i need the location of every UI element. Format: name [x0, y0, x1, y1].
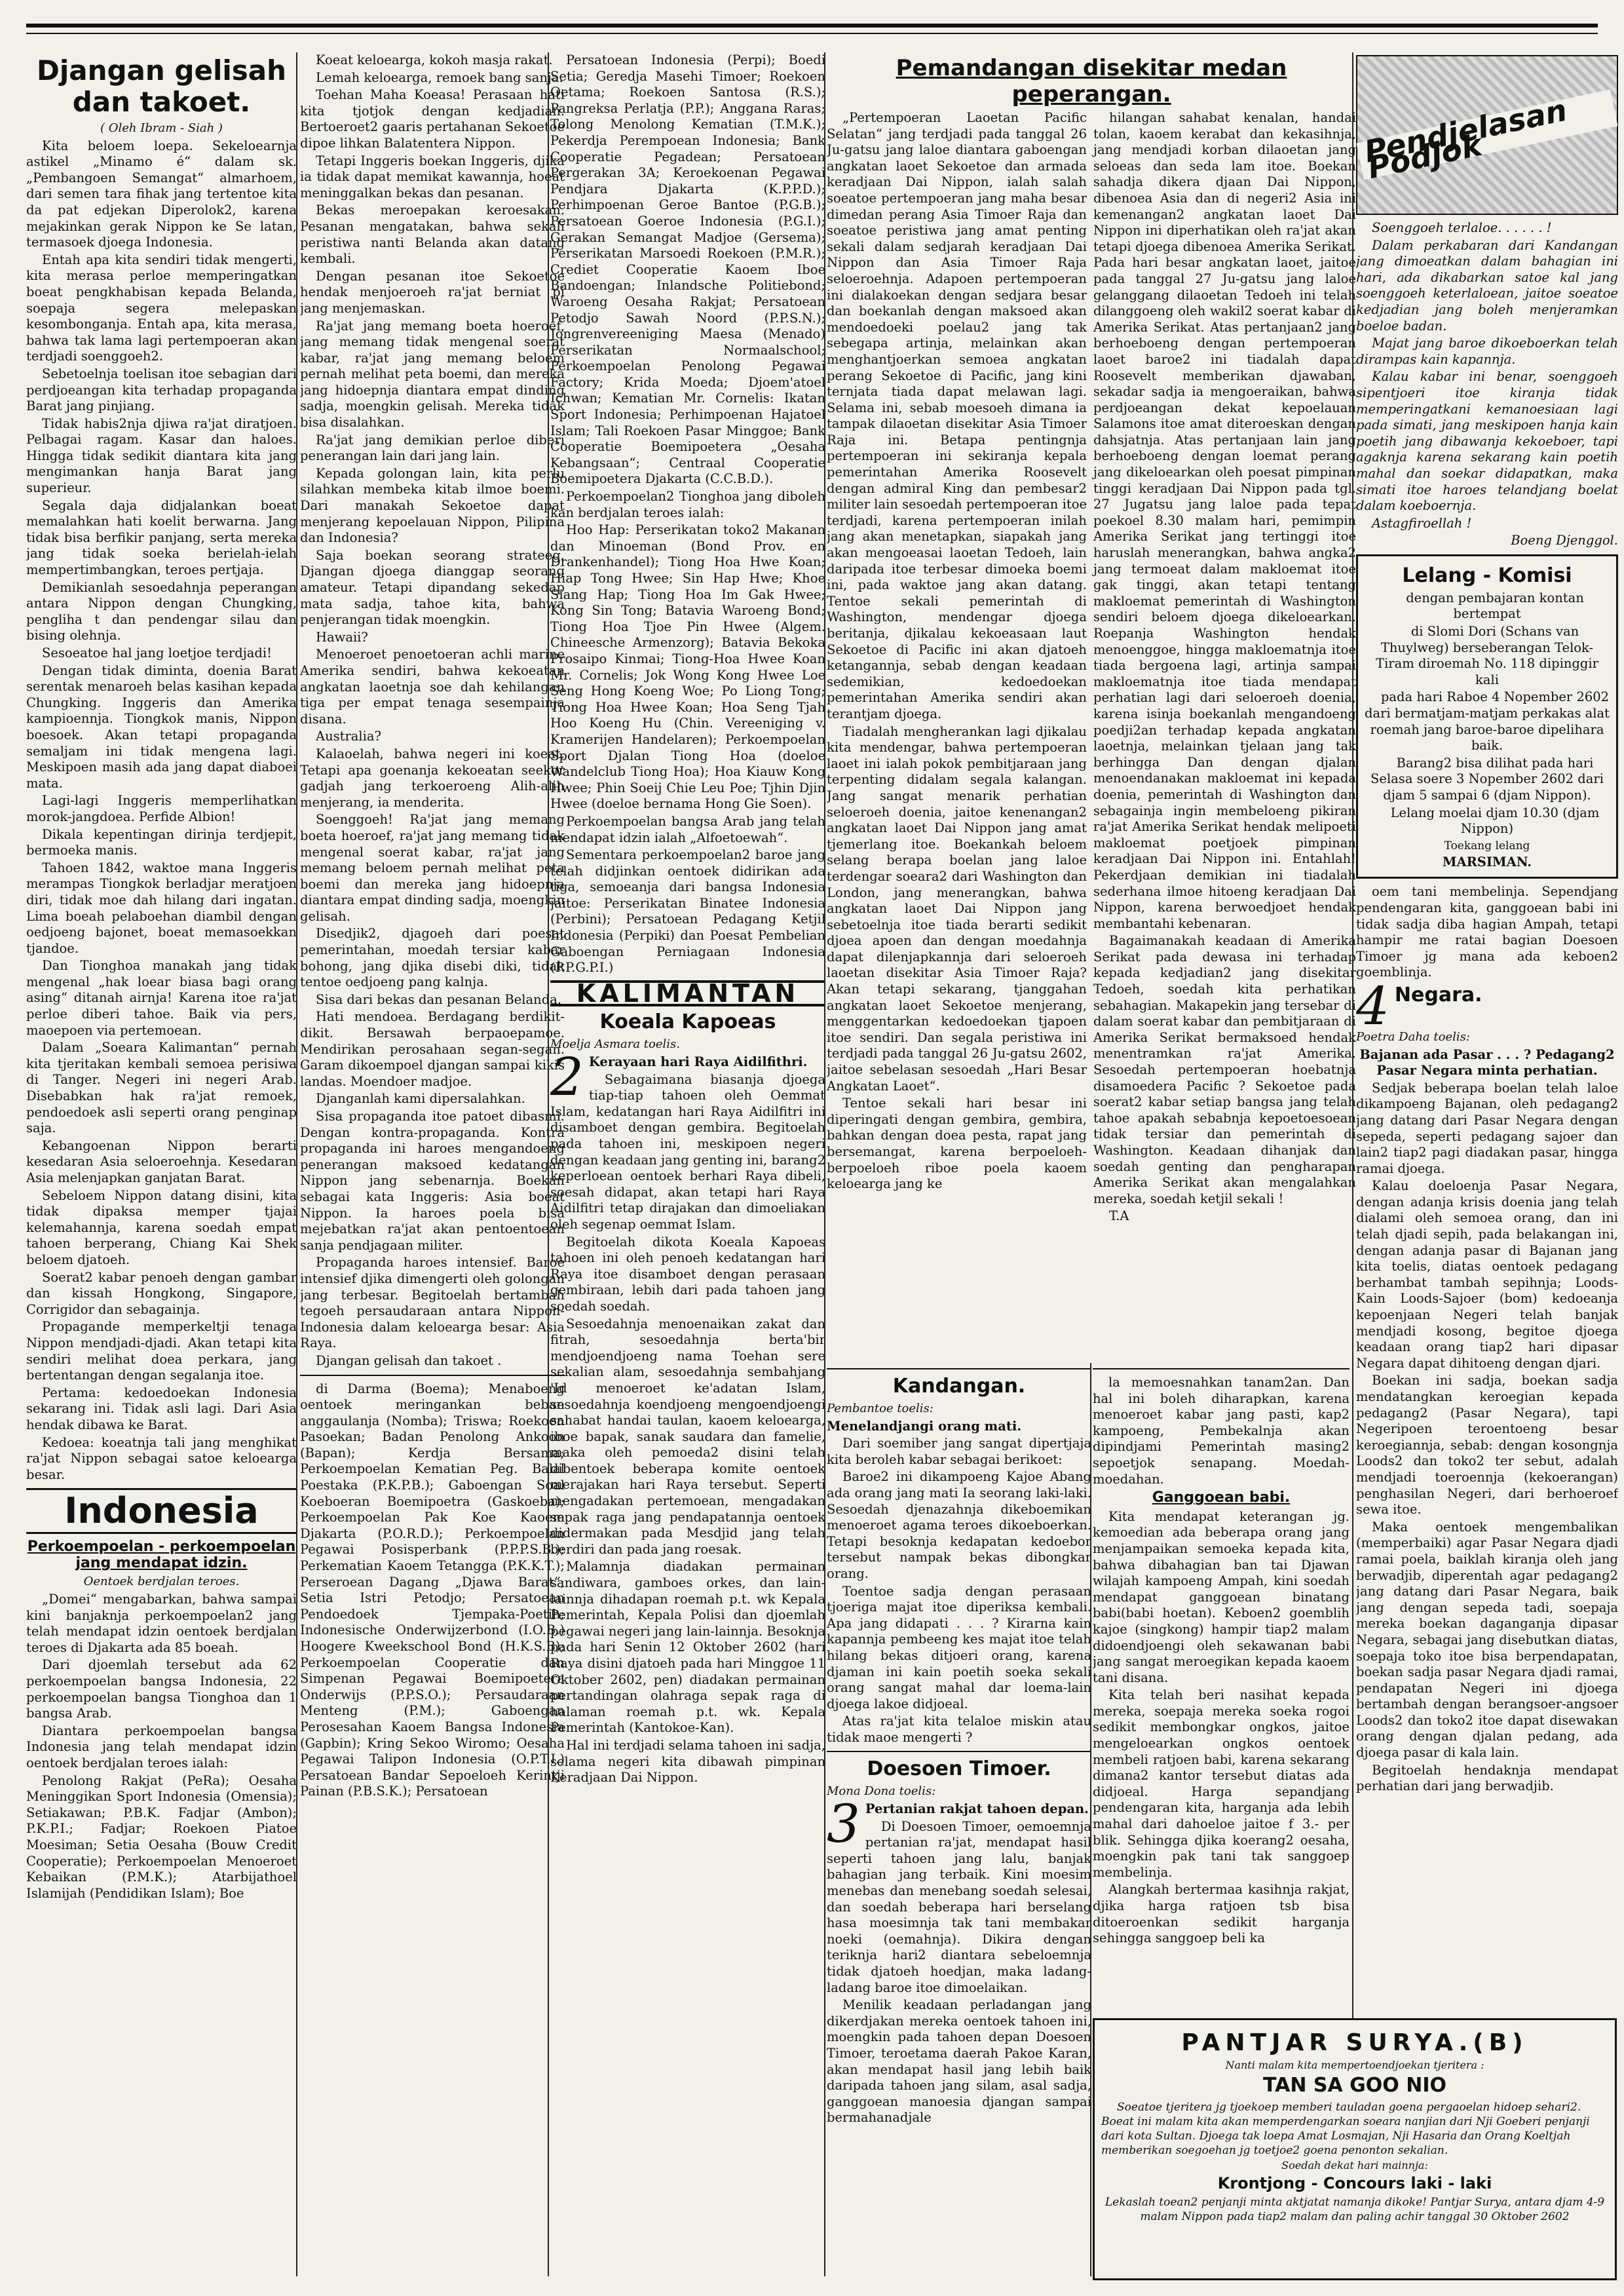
article-paragraph: Tidak habis2nja djiwa ra'jat diratjoen. Pelbagai ragam. Kasar dan haloes. Hingga tidak sedikit diantara kita jang mengimankan hanja Barat jang superieur. — [26, 415, 297, 496]
article-paragraph: Diantara perkoempoelan bangsa Indonesia jang telah mendapat idzin oentoek berdjalan teroes ialah: — [26, 1723, 297, 1770]
article-body — [827, 1819, 1091, 2126]
article-body — [1093, 1509, 1350, 1947]
article-paragraph: la memoesnahkan tanam2an. Dan hal ini boleh diharapkan, karena menoeroet kabar jang pasti, kap2 kampoeng, Pembekalnja akan dipindjami Pemerintah masing2 sepoetjok senapang. Moedah-moedahan. — [1093, 1375, 1350, 1487]
article-paragraph: Menoeroet penoetoeran achli marine Amerika sendiri, bahwa kekoeatan angkatan laoetnja soe dah kehilangan tiga per empat tenaga sesempainja disana. — [300, 647, 565, 727]
column-divider — [548, 52, 549, 2276]
article-subtitle: Pertanian rakjat tahoen depan. — [865, 1801, 1089, 1817]
article-paragraph: Baroe2 ini dikampoeng Kajoe Abang ada orang jang mati Ia seorang laki-laki. Sesoedah djenazahnja dikeboemikan menoeroet agama teroes dikoeboerkan. Tetapi besoknja kedapatan kedoebor tersebut nampak bekas dibongkar orang. — [827, 1469, 1091, 1581]
article-paragraph: Segala daja didjalankan boeat memalahkan hati koelit berwarna. Jang tidak bisa berfikir panjang, serta mereka jang tidak soeka berielah-ielah mempertimbangkan, teroes pertjaja. — [26, 497, 297, 578]
article-paragraph: Tahoen 1842, waktoe mana Inggeris merampas Tiongkok berladjar meratjoen diri, tidak moe dah hilang dari ingatan. Lima boeah pelaboehan diambil dengan oedjoeng bajonet, boeat memasoekkan tjandoe. — [26, 860, 297, 956]
article-paragraph: Lagi-lagi Inggeris memperlihatkan morok-jangdoea. Perfide Albion! — [26, 793, 297, 824]
article-paragraph: Dari djoemlah tersebut ada 62 perkoempoelan bangsa Indonesia, 22 perkoempoelan bangsa Tionghoa dan 1 bangsa Arab. — [26, 1657, 297, 1721]
article-paragraph: Sebetoelnja toelisan itoe sebagian dari perdjoeangan kita terhadap propaganda Barat jang pinjiang. — [26, 366, 297, 414]
article-paragraph: Propaganda haroes intensief. Baroe intensief djika dimengerti oleh golongan jang terbesar. Begitoelah bertambah tegoeh persaudaraan antara Nippon-Indonesia dalam keloearga besar: Asia Raya. — [300, 1255, 565, 1351]
article-paragraph: „Domei“ mengabarkan, bahwa sampai kini banjaknja perkoempoelan2 jang telah mendapat idzin oentoek berdjalan teroes di Djakarta ada 85 boeah. — [26, 1592, 297, 1655]
article-paragraph: Disedjik2, djagoeh dari poesat pemerintahan, moedah tersiar kabar bohong, jang djika disebi diki, tidak tentoe oedjoeng pang kalnja. — [300, 926, 565, 990]
article-paragraph: Lemah keloearga, remoek bang sanja. — [316, 69, 563, 85]
article-paragraph: Persatoean Indonesia (Perpi); Boedi Setia; Geredja Masehi Timoer; Roekoen Oetama; Roekoen Santosa (R.S.); Pangreksa Perlatja (P.P.); Anggana Raras; Tolong Menolong Kematian (T.M.K.); Pekerdja Perempoean Indonesia; Bank Cooperatie Pegadean; Persatoean Pergerakan 3A; Keroekoenan Pegawai Pendjara Djakarta (K.P.P.D.); Perhimpoenan Geroe Bantoe (P.G.B.); Persatoean Goeroe Indonesia (P.G.I.); Gerakan Semangat Madjoe (Gersema); Perserikatan Marsoedi Roekoen (P.M.R.); Crediet Cooperatie Kaoem Iboe Bandoengan; Inlandsche Politiebond; Waroeng Oesaha Rakjat; Persatoean Petodjo Sawah Noord (P.P.S.N.); Jongrenvereeniging Maesa (Menado) Perserikatan Normaalschool; Perkoempoelan Penolong Pegawai Factory; Krida Moeda; Djoem'atoel Ichwan; Kematian Mr. Cornelis: Ikatan Sport Indonesia; Perhimpoenan Hajatoel Islam; Tali Roekoen Pasar Minggoe; Bank Cooperatie Boemipoetera „Oesaha Kebangsaan“; Centraal Cooperatie Boemipoetera Djakarta (C.C.B.D.). — [550, 52, 825, 487]
article-number: 3 — [827, 1793, 860, 1855]
article-paragraph: Tiadalah mengherankan lagi djikalau kita mendengar, bahwa pertempoeran laoet ini ialah pokok pembitjaraan jang terpenting didalam segala kalangan. Jang sangat menarik perhatian seloeroeh doenia, jaitoe kenenangan2 angkatan laoet Dai Nippon jang amat tjemerlang itoe. Boekankah beloem selang berapa boelan jang laloe terdengar soeara2 dari Washington dan London, jang menerangkan, bahwa angkatan laoet Dai Nippon jang sebetoelnja itoe tiada berarti sedikit djoea apoen dan dengan moedahnja dapat dilenjapkannja dari seloeroeh laoetan disekitar Asia Timoer Raja? Akan tetapi sekarang, tjanggahan angkatan laoet Sekoetoe menjerang, menggentarkan kedoedoekan tjapoen itoe sendiri. Dan segala peristiwa ini terdjadi pada tanggal 26 Ju-gatsu 2602, jaitoe sebelasan sesoedah „Hari Besar Angkatan Laoet“. — [827, 723, 1087, 1094]
article-body — [550, 52, 825, 976]
article-paragraph: Dengan tidak diminta, doenia Barat serentak menaroeh belas kasihan kepada Chungking. Inggeris dan Amerika kampioennja. Tiongkok manis, Nippon boesoek. Akan tetapi propaganda semaljam ini tidak mengena lagi. Meskipoen masih ada jang dapat diaboei mata. — [26, 662, 297, 791]
article-body — [550, 1072, 825, 1786]
article-paragraph: Hoo Hap: Perserikatan toko2 Makanan dan Minoeman (Bond Prov. en Drankenhandel); Tiong Hoa Hwe Koan; Hiap Tong Hwee; Sin Hap Hwe; Khoe Siang Hap; Tiong Hoa Im Gak Hwee; Kong Sin Tong; Batavia Waroeng Bond; Tiong Hoa Tjoe Pin Hwee (Algem. Chineesche Armenzorg); Batavia Bekoka Prosaipo Kinmai; Tiong-Hoa Hwee Koan Mr. Cornelis; Jok Wong Kong Hwee Loe Seng Hong Koeng Woe; Po Liong Tong; Tiong Hoa Hwee Koan; Hoa Seng Tjah Hoo Koeng Hu (Chin. Vereeniging v. Kramerijen Handelaren); Perkoempoelan Sport Djalan Tiong Hoa (doeloe Wandelclub Tiong Hoa); Hoa Kiauw Kong Hwee; Phin Soeij Chie Leu Poe; Tjhin Djin Hwee (doeloe bernama Hong Gie Soen). — [550, 522, 825, 812]
article-paragraph: Sedjak beberapa boelan telah laloe dikampoeng Bajanan, oleh pedagang2 jang datang dari Pasar Negara dengan sepeda, seperti pedagang sajoer dan lain2 tiap2 pagi diadakan pasar, hingga ramai djoega. — [1356, 1080, 1618, 1176]
article-byline: Pembantoe toelis: — [827, 1402, 934, 1415]
article-paragraph: Toentoe sadja dengan perasaan tjoeriga majat itoe diperiksa kembali. Apa jang didapati . . . ? Kirarna kain kapannja pembeeng kes majat itoe telah hilang bekas ditjoeri orang, karena djaman ini kain poetih soeka sekali orang sangat mahal dar loema-lain djoega lakoe didjoeal. — [827, 1583, 1091, 1712]
article-paragraph: Kalau kabar ini benar, soenggoeh sipentjoeri itoe kiranja tidak memperingatkani kemanoesiaan lagi pada simati, jang meskipoen hanja kain poetih jang dibawanja kekoeboer, tapi agaknja karena sekarang kain poetih mahal dan soekar didapatkan, maka simati itoe haroes telandjang boelat dalam koeboernja. — [1356, 369, 1618, 514]
article-paragraph: Majat jang baroe dikoeboerkan telah dirampas kain kapannja. — [1356, 335, 1618, 367]
ad-note: Lekaslah toean2 penjanji minta aktjatat namanja dikoke! Pantjar Surya, antara djam 4-9 malam Nippon pada tiap2 malam dan paling achir tanggal 30 Oktober 2602 — [1105, 2196, 1605, 2223]
article-heading: Perkoempoelan - perkoempoelan jang mendapat idzin. — [27, 1539, 296, 1571]
column-1 — [26, 52, 297, 2276]
article-paragraph: Bagaimanakah keadaan di Amerika Serikat pada dewasa ini terhadap kepada kedjadian2 jang disekitar Tedoeh, soedah kita perhatikan sebahagian. Makapekin jang tersebar di dalam soerat kabar dan pembitjaraan di Amerika Serikat bermaksoed hendak menentramkan ra'jat Amerika. Sesoedah pertempoeran hoebatnja disamoedera Pacific ? Sekoetoe pada soerat2 kabar setiap bangsa jang telah tahoe apakah sebabnja kepoetoesoean tidak tersiar dan pemerintah di Washington. Keadaan dihanjak dan soedah genting dan pengharapan Amerika Serikat akan mengalahkan mereka, soedah ketjil sekali ! — [1093, 933, 1356, 1206]
article-paragraph: Kalau doeloenja Pasar Negara, dengan adanja krisis doenia jang telah dialami oleh semoea orang, dan ini telah djadi sepih, pada belakangan ini, dengan adanja pasar di Bajanan jang kita toelis, diatas oentoek pedagang berhambat tambah sepihnja; Loods-Kain Loods-Sajoer (bom) kedoeanja kepoenjaan Negeri telah banjak mendjadi kosong, begitoe djoega keadaan orang tiap2 hari dipasar Negara dapat dihitoeng dengan djari. — [1356, 1178, 1618, 1371]
article-paragraph: Bekas meroepakan keroesakan. Pesanan mengatakan, bahwa sekali peristiwa nanti Belanda akan datang kembali. — [300, 202, 565, 267]
article-paragraph: Soenggoeh! Ra'jat jang memang boeta hoeroef, ra'jat jang memang tidak mengenal soerat kabar, ra'jat jang memang beloem pernah melihat peta boemi dan mereka jang hidoepnja diantara empat dinding sadja, moengkin gelisah. — [300, 812, 565, 924]
article-subtitle: Bajanan ada Pasar . . . ? Pedagang2 Pasar Negara minta perhatian. — [1359, 1046, 1615, 1079]
ad-role: Toekang lelang — [1444, 839, 1530, 852]
article-paragraph: Kita beloem loepa. Sekeloearnja astikel „Minamo é“ dalam sk. „Pembangoen Semangat“ almarhoem, dari semen tara fihak jang tertentoe kita da pat edjekan Diperolok2, karena mejakinkan gerak Nippon ke Se latan, termasoek djoega Indonesia. — [26, 138, 297, 250]
column-divider — [824, 52, 825, 2276]
signature: Boeng Djenggol. — [1511, 533, 1618, 548]
section-heading-indonesia: Indonesia — [26, 1488, 297, 1534]
article-paragraph: Perkoempoelan2 Tionghoa jang diboleh kan berdjalan teroes ialah: — [550, 489, 825, 520]
ad-line: Nanti malam kita mempertoendjoekan tjeritera : — [1225, 2059, 1484, 2071]
article-paragraph: „Pertempoeran Laoetan Pacific Selatan“ jang terdjadi pada tanggal 26 Ju-gatsu jang laloe diantara gaboengan angkatan laoet Sekoetoe dan armada keradjaan Dai Nippon, ialah salah soeatoe pertempoeran jang maha besar dimedan perang Asia Timoer Raja dan soeatoe peristiwa jang amat penting sekali dalam sedjarah keradjaan Dai Nippon dan Asia Timoer Raja seloeroehnja. Adapoen pertempoeran ini dialakoekan dengan sedjara besar dan boekanlah dengan maksoed akan mendoedoeki poelau2 jang tak sebegapa artinja, melainkan akan menghantjoerkan semoea angkatan perang Sekoetoe di Pacific, jang kini ternjata tiada dapat melawan lagi. Selama ini, sebab moesoeh dimana ia tampak dilaoetan disekitar Asia Timoer Raja ini. Betapa pentingnja pertempoeran ini sekiranja kepala pemerintahan Amerika Roosevelt dengan admiral King dan pembesar2 militer lain sesoedah pertempoeran itoe terdjadi, karena pertempoeran inilah jang akan menetapkan, siapakah jang akan mengoeasai laoetan Tedoeh, lain daripada itoe terbesar dimoeka boemi ini, pada waktoe jang akan datang. Tentoe sekali pemerintah di Washington, mendengar djoega beritanja, djikalau kekoeasaan laut Sekoetoe di Pacific ini akan djatoeh ketangannja, sebab dengan keadaan sedemikian, kedoedoekan pemerintahan Amerika sendiri akan terantjam djoega. — [827, 110, 1087, 721]
article-paragraph: Penolong Rakjat (PeRa); Oesaha Meninggikan Sport Indonesia (Omensia); Setiakawan; P.B.K. Fadjar (Ambon); P.K.P.I.; Fadjar; Roekoen Piatoe Moesiman; Setia Oesaha (Bouw Credit Cooperatie); Perkoempoelan Menoeroet Kebaikan (P.M.K.); Atarbijathoel Islamijah (Pendidikan Islam); Boe — [26, 1772, 297, 1901]
article-title: Ganggoean babi. — [1152, 1489, 1291, 1506]
article-paragraph: Menilik keadaan perladangan jang dikerdjakan mereka oentoek tahoen ini, moengkin pada tahoen depan Doesoen Timoer, teroetama daerah Pakoe Karan, akan mendapat hasil jang lebih baik daripada tahoen jang silam, asal sadja, ganggoean manoesia djangan sampai bermahanadjale — [827, 1997, 1091, 2126]
article-paragraph: Hati mendoea. Berdagang berdikit-dikit. Bersawah berpaoepamoe. Mendirikan perosahaan segan-segan. Garam dikoempoel djangan sampai kikis landas. Moendoer madjoe. — [300, 1009, 565, 1089]
article-paragraph: Sesoedahnja menoenaikan zakat dan fitrah, sesoedahnja berta'bir mendjoendjoeng nama Toehan sere sekalian alam, sesoedahnja sembahjang 'Id menoeroet ke'adatan Islam, sesoedahnja koendjoeng mengoendjoengi sahabat handai taulan, kaoem keloearga, iboe bapak, sanak saudara dan famelie, maka oleh pemoeda2 disini telah dibentoek beberapa komite oentoek merajakan hari Raya tersebut. Seperti mengadakan pertemoean, mengadakan sepak raga jang pendapatannja oentoek didermakan pada Mesdjid jang telah berdiri dan pada jang roesak. — [550, 1316, 825, 1557]
ad-line: Soedah dekat hari mainnja: — [1281, 2159, 1428, 2172]
article-byline: ( Oleh Ibram - Siah ) — [100, 121, 223, 135]
article-paragraph: Kita telah beri nasihat kepada mereka, soepaja mereka soeka rogoi sedikit membongkar ongkos, jaitoe mengeloearkan ongkos oentoek membeli ratjoen babi, karena sekarang dimana2 kantor tersebut diatas ada didjoeal. Harga sepandjang pendengaran kita, harganja ada lebih mahal dari dahoeloe jaitoe f 3.- per blik. Sehingga djika koerang2 oesaha, moengkin pak tani tak sanggoep membelinja. — [1093, 1687, 1350, 1880]
ad-name: MARSIMAN. — [1442, 854, 1532, 870]
article-paragraph: Dalam „Soeara Kalimantan“ pernah kita tjeritakan kembali semoea perisiwa di Tanger. Negeri ini negeri Arab. Disebabkan hak ra'jat remoek, pendoedoek asli seperti orang penginap saja. — [26, 1040, 297, 1136]
article-paragraph: Dari soemiber jang sangat dipertjaja kita beroleh kabar sebagai berikoet: — [827, 1436, 1091, 1467]
article-paragraph: Atas ra'jat kita telaloe miskin atau tidak maoe mengerti ? — [827, 1713, 1091, 1745]
article-paragraph: Ra'jat jang memang boeta hoeroef, jang memang tidak mengenal soerat kabar, ra'jat jang memang beloem pernah melihat peta boemi, dan mereka jang hidoepnja diantara empat dinding sadja, moengkin gelisah. Mereka tidak bisa disalahkan. — [300, 318, 565, 430]
article-paragraph: oem tani membelinja. Sependjang pendengaran kita, ganggoean babi ini tidak sadja diba hagian Ampah, tetapi hampir me ratai bagian Doesoen Timoer jg mana ada keboen2 goemblinja. — [1356, 884, 1618, 980]
column-3 — [550, 52, 825, 2276]
article-paragraph: Dalam perkabaran dari Kandangan jang dimoeatkan dalam bahagian ini hari, ada dikabarkan satoe kal jang soenggoeh keterlaloean, jaitoe soeatoe kedjadian jang boleh menjeramkan boeloe badan. — [1356, 237, 1618, 334]
article-paragraph: Australia? — [316, 729, 381, 744]
article-paragraph: Maka oentoek mengembalikan (memperbaiki) agar Pasar Negara djadi ramai poela, baiklah kiranja oleh jang berwadjib, diperentah agar pedagang2 jang datang dari Pasar Negara, baik jang dengan sepeda tadi, soepaja mereka boekan daganganja dipasar Negara, sebagai jang disebutkan diatas, soepaja toko itoe bisa berpendapatan, boekan sadja pasar Negara djadi ramai, pendapatan Negeri ini djoega bertambah dengan berangsoer-angsoer Loods2 dan toko2 itoe dapat disewakan orang dengan djalan pedang, ada djoega pasar di kala lain. — [1356, 1519, 1618, 1761]
article-subtitle: Menelandjangi orang mati. — [827, 1418, 1022, 1434]
article-byline: Mona Dona toelis: — [827, 1784, 936, 1799]
article-paragraph: Dengan pesanan itoe Sekoetoe hendak menjoeroeh ra'jat berniat pi jang menjemaskan. — [300, 268, 565, 316]
column-divider — [296, 52, 297, 2276]
article-paragraph: Entah apa kita sendiri tidak mengerti, kita merasa perloe memperingatkan boeat pengkhabisan kepada Belanda, soepaja segera melepaskan kesombonganja. Entah apa, kita merasa, bahwa tak lama lagi pertempoeran akan terdjadi soenggoeh2. — [26, 252, 297, 364]
logo-text: Pendjelasan Podjok — [1356, 90, 1617, 180]
ad-title: Lelang - Komisi — [1402, 564, 1572, 587]
article-paragraph: Ra'jat jang demikian perloe diberi penerangan lain dari jang lain. — [300, 432, 565, 464]
article-paragraph: Tetapi Inggeris boekan Inggeris, djika ia tidak dapat memikat kawannja, hoeat meninggalkan bekas dan pesanan. — [300, 153, 565, 201]
article-subtitle: Kerayaan hari Raya Aidilfithri. — [588, 1054, 808, 1070]
masthead-rule — [26, 24, 1598, 34]
article-paragraph: Sesoeatoe hal jang loetjoe terdjadi! — [42, 645, 272, 660]
advertisement-pantjar-surya — [1093, 2018, 1617, 2280]
advertisement-lelang — [1356, 554, 1618, 879]
article-paragraph: dengan pembajaran kontan bertempat — [1406, 590, 1584, 622]
article-paragraph: Pertama: kedoedoekan Indonesia sekarang ini. Tidak asli lagi. Dari Asia hendak dibawa ke Barat. — [26, 1385, 297, 1432]
article-paragraph: Sisa propaganda itoe patoet dibasmi. Dengan kontra-propaganda. Kontra propaganda ini haroes mengandoeng penerangan maksoed kedatangan Nippon jang sebenarnja. Boekan sebagai kata Inggeris: Asia boeat Nippon. Ia haroes poela bisa mejebatkan ra'jat akan pentoentoean sanja pendjagaan militer. — [300, 1109, 565, 1253]
article-number: 4 — [1356, 975, 1389, 1037]
article-paragraph: Dikala kepentingan dirinja terdjepit, bermoeka manis. — [26, 826, 297, 858]
article-paragraph: Kita mendapat keterangan jg. kemoedian ada beberapa orang jang menjampaikan semoeka kepada kita, bahwa dibahagian ban tai Djawan wilajah kampoeng Ampah, kini soedah mendapat ganggoean binatang babi(babi hoetan). Keboen2 goemblih kajoe (singkong) hampir tiap2 malam didoendjoengi oleh sekawanan babi jang sangat meroegikan kepada kaoem tani disana. — [1093, 1508, 1350, 1685]
article-paragraph: Saja boekan seorang strateeg. Djangan djoega dianggap seorang amateur. Tetapi dipandang sekedap mata sadja, tahoe kita, bahwa penjerangan tidak moengkin. — [300, 547, 565, 628]
article-paragraph: Perkoempoelan bangsa Arab jang telah mendapat idzin ialah „Alfoetoewah“. — [550, 813, 825, 845]
article-paragraph: Soerat2 kabar penoeh dengan gambar dan kissah Hongkong, Singapore, Corrigidor dan sebagainja. — [26, 1269, 297, 1317]
section-heading-kalimantan: KALIMANTAN — [550, 980, 825, 1007]
article-paragraph: Sebeloem Nippon datang disini, kita tidak dipaksa memper tjajai kelemahannja, karena soedah empat tahoen berperang, Chiang Kai Shek beloem djatoeh. — [26, 1187, 297, 1267]
ad-title: PANTJAR SURYA.(B) — [1181, 2029, 1528, 2056]
article-paragraph: pada hari Raboe 4 Nopember 2602 dari bermatjam-matjam perkakas alat roemah jang baroe-baroe dipelihara baik. — [1365, 689, 1610, 754]
article-title: Pemandangan disekitar medan peperangan. — [896, 55, 1287, 107]
article-paragraph: Sebagaimana biasanja djoega tiap-tiap tahoen oleh Oemmat Islam, kedatangan hari Raya Aidilfitri ini disamboet dengan gembira. Begitoelah pada tahoen ini, meskipoen negeri dengan keadaan jang genting ini, barang2 keperloean oentoek berhari Raya dibeli, soesah didapat, akan tetapi hari Raya Aidilfitri tetap dirajakan dan dimoeliakan oleh segenap oemmat Islam. — [550, 1071, 825, 1232]
pojok-logo-image — [1356, 55, 1618, 215]
article-paragraph: Djanganlah kami dipersalahkan. — [316, 1091, 525, 1107]
ad-description: Soeatoe tjeritera jg tjoekoep memberi tauladan goena pergaoelan hidoep sehari2. Boeat ini malam kita akan memperdengarkan soeara nanjian dari Nji Goeberi penjanji dari kota Sultan. Djoega tak loepa Amat Losmajan, Nji Hasaria dan Orang Koeltjah memberikan soegoehan jg toetjoe2 goena penonton sekalian. — [1101, 2101, 1590, 2157]
list-text: di Darma (Boema); Menaboeng oentoek meringankan beban anggaulanja (Nomba); Triswa; Roekoen Pasoekan; Badan Penolong Ankoon (Bapan); Kerdja Bersama; Perkoempoelan Kematian Peg. Balal Poestaka (P.K.P.B.); Gaboengan Soal Koeboeran Boemipoetra (Gaskoeba); Perkoempoelan Pak Koe Kaoem Djakarta (P.O.R.D.); Perkoempoelan Pegawai Posisperbank (P.P.P.S.B.); Perkematian Kaoem Tetangga (P.K.K.T.); Perseroean Dagang „Djawa Barat“; Setia Istri Petodjo; Persatoean Pendoedoek Tjempaka-Poetih; Indonesische Onderwijzerbond (I.O.B.) Hoogere Kweekschool Bond (H.K.S.B); Perkoempoelan Cooperatie dan Simpenan Pegawai Boemipoetera Onderwijs (P.P.S.O.); Persaudaraan Menteng (P.M.); Gaboengan Perosesahan Kaoem Bangsa Indonesia (Gapbin); Kring Sekoo Wiromo; Oesaha Pegawai Talipon Indonesia (O.P.T.I.) Persatoean Bandar Sepoeloeh Kerintji Painan (P.B.S.K.); Persatoean — [300, 1381, 565, 1799]
article-paragraph: Kedoea: koeatnja tali jang menghikat ra'jat Nippon sebagai satoe keloearga besar. — [26, 1434, 297, 1482]
article-paragraph: Barang2 bisa dilihat pada hari Selasa soere 3 Nopember 2602 dari djam 5 sampai 6 (djam Nippon). — [1370, 755, 1604, 803]
article-paragraph: Di Doesoen Timoer, oemoemnja pertanian ra'jat, mendapat hasil seperti tahoen jang lalu, banjak bahagian jang terbaik. Kini moesim menebas dan menebang soedah selesai, dan soedah beberapa hari berselang hasa moesimnja tak tani membakar noeki (oemahnja). Dikira dengan teriknja hari2 diantara sebeloemnja tidak djatoeh hoedjan, maka ladang-ladang baroe itoe dimoelaikan. — [827, 1818, 1091, 1995]
article-paragraph: Soenggoeh terlaloe. . . . . . ! — [1372, 220, 1552, 235]
pojok-column — [1356, 220, 1618, 531]
article-paragraph: Malamnja diadakan permainan sandiwara, gamboes orkes, dan lain-lainnja dihadapan roemah p.t. wk Kepala Pemerintah, Kepala Polisi dan djoemlah pegawai negeri jang lain-lainnja. Besoknja pada hari Senin 12 Oktober 2602 (hari Raya disini djatoeh pada hari Minggoe 11 Oktober 2602, pen) diadakan permainan pertandingan olahraga sepak raga di halaman roemah p.t. wk. Kepala Pemerintah (Kantokoe-Kan). — [550, 1559, 825, 1736]
article-paragraph: T.A — [1109, 1208, 1129, 1224]
article-paragraph: Koeat keloearga, kokoh masja rakat. — [316, 52, 553, 67]
article-byline: Poetra Daha toelis: — [1356, 1029, 1470, 1044]
article-paragraph: Tentoe sekali hari besar ini diperingati dengan gembira, gembira, bahkan dengan doea pesta, rapat jang bersemangat, karena berpoeloeh-berpoeloeh riboe poela kaoem keloearga jang ke — [827, 1096, 1087, 1192]
article-paragraph: di Slomi Dori (Schans van Thuylweg) berseberangan Telok-Tiram diroemah No. 118 dipinggir kali — [1376, 624, 1598, 687]
divider — [300, 1375, 565, 1376]
article-paragraph: Propagande memperkeltji tenaga Nippon mendjadi-djadi. Akan tetapi kita sendiri melihat doea perkara, jang bertentangan dengan segalanja itoe. — [26, 1319, 297, 1383]
divider — [1093, 1368, 1350, 1369]
article-paragraph: Sisa dari bekas dan pesanan Belanda. — [316, 991, 562, 1007]
article-paragraph: Astagfiroellah ! — [1372, 515, 1472, 531]
article-paragraph: Demikianlah sesoedahnja peperangan antara Nippon dengan Chungking, pengliha t dan pendengar silau dan bising olehnja. — [26, 579, 297, 643]
article-body — [1093, 110, 1356, 1226]
article-paragraph: Lelang moelai djam 10.30 (djam Nippon) — [1390, 805, 1600, 837]
article-paragraph: hilangan sahabat kenalan, handai tolan, kaoem kerabat dan kekasihnja, jang mendjadi korban dilaoetan jang seloeas dan seda lam itoe. Boekan sahadja dikera djaan Dai Nippon, dibenoea Asia dan di negeri2 Asia ini kemenangan2 angkatan laoet Dai Nippon ini diperhatikan oleh ra'jat akan tetapi djoega dibenoea Amerika Serikat. Pada hari besar angkatan laoet, jaitoe pada tanggal 27 Ju-gatsu jang laloe gelanggang dilaoetan Tedoeh ini telah dilanggoeng oleh wakil2 soerat kabar di Amerika Serikat. Atas pertanjaan2 jang berhoeboeng dengan pertempoeran laoet baroe2 ini tiadalah dapat Roosevelt memberikan djawaban, sekadar sadja ia mengoeraikan, bahwa perdjoeangan dekat kepoelauan Salamons itoe amat diteroeskan dengan dahsjatnja. Atas pertanjaan lain jang berhoeboeng dengan loemat perang jang dikeloearkan oleh poesat pimpinan tinggi keradjaan Dai Nippon pada tgl. 27 Jugatsu jang laloe pada tepat poekoel 8.30 malam hari, pemimpin Amerika Serikat jang tertinggi itoe haruslah menerangkan, bahwa angka2 jang termoeat dalam makloemat itoe gak tinggi, akan tetapi tentang makloemat pemerintah di Washington sendiri beloem djoega dikeloearkan. Roepanja Washington hendak menoenggoe, hingga makloematnja itoe tiada bergoena lagi, artinja sampai makloematnja itoe tiada mendapat perhatian lagi dari seloeroeh doenia, karena isinja boekanlah mengandoeng poedji2an terhadap kepada angkatan laoetnja, melainkan tjelaan jang tak berhingga Dan dengan djalan menoendanakan makloemat ini kepada doenia, pemerintah di Washington dan sebagainja ingin membeloeng pikiran ra'jat Amerika Serikat hendak melipoeti makloemat poetjoek pimpinan keradjaan Dai Nippon ini. Entahlah! Pekerdjaan demikian ini tiadalah sederhana ilmoe hitoeng keradjaan Dai Nippon, karena berwoedjoet hendak membantahi kebenaran. — [1093, 110, 1356, 931]
article-paragraph: Djangan gelisah dan takoet . — [316, 1352, 502, 1368]
article-title: Doesoen Timoer. — [867, 1757, 1051, 1781]
article-paragraph: Sementara perkoempoelan2 baroe jang telah didjinkan oentoek didirikan ada tiga, semoeanja dari bangsa Indonesia jaitoe: Perserikatan Binatee Indonesia (Perbini); Persatoean Pedagang Ketjil Indonesia (Perpiki) dan Poesat Pembelian Gaboengan Perniagaan Indonesia (P.P.G.P.I.) — [550, 847, 825, 976]
column-5 — [1356, 52, 1618, 2276]
article-body — [26, 1592, 297, 1902]
article-paragraph: Boekan ini sadja, boekan sadja mendatangkan keroegian kepada pedagang2 (Pasar Negara), tapi Negeripoen teroentoeng besar keroegiannja, sebab: dengan kosongnja Loods2 dan toko2 ter sebut, adalah mendjadi toeroennja (kekoerangan) penghasilan Negeri, dari berhoeroef sewa itoe. — [1356, 1373, 1618, 1518]
article-body — [26, 138, 297, 1483]
article-paragraph: Alangkah bertermaa kasihnja rakjat, djika harga ratjoen tsb bisa ditoeroenkan sedikit harganja sehingga sanggoep beli ka — [1093, 1882, 1350, 1946]
article-paragraph: Toehan Maha Koeasa! Perasaan hati kita tjotjok dengan kedjadian. Bertoeroet2 gaaris pertahanan Sekoetoe dipoe lihkan Balatentera Nippon. — [300, 87, 565, 151]
article-body — [827, 110, 1087, 1226]
article-title: Djangan gelisah dan takoet. — [36, 54, 286, 118]
article-paragraph: Kepada golongan lain, kita perlu silahkan membeka kitab ilmoe boemi. Dari manakah Sekoetoe dapat menjerang kepoelauan Nippon, Pilipina dan Indonesia? — [300, 465, 565, 546]
article-byline: Oentoek berdjalan teroes. — [83, 1575, 240, 1589]
article-paragraph: Hal ini terdjadi selama tahoen ini sadja, selama negeri kita dibawah pimpinan Keradjaan Dai Nippon. — [550, 1737, 825, 1786]
article-paragraph: Begitoelah dikota Koeala Kapoeas tahoen ini oleh penoeh kedatangan hari Raya itoe disamboet dengan perasaan gembiraan, lebih dari pada tahoen jang soedah soedah. — [550, 1234, 825, 1314]
divider — [827, 1368, 1091, 1369]
article-number: 2 — [550, 1046, 584, 1108]
article-paragraph: Hawaii? — [316, 629, 368, 645]
divider — [827, 1751, 1091, 1752]
article-paragraph: Dan Tionghoa manakah jang tidak mengenal „hak loear biasa bagi orang asing“ ditanah airnja! Karena itoe ra'jat perloe diberi tahoe. Baik via pers, maoepoen via pertemoean. — [26, 958, 297, 1038]
column-divider — [1090, 1363, 1091, 2276]
column-2 — [300, 52, 565, 2276]
article-byline: Moelja Asmara toelis. — [550, 1037, 680, 1052]
article-paragraph: Kalaoelah, bahwa negeri ini koeat. Tetapi apa goenanja kekoeatan seekor gadjah jang terkoeroeng Alih-alih menjerang, ia menderita. — [300, 746, 565, 810]
article-title: Kandangan. — [892, 1375, 1026, 1398]
article-body — [827, 1436, 1091, 1746]
ad-film: TAN SA GOO NIO — [1262, 2074, 1447, 2097]
column-4-lower — [827, 1363, 1091, 2276]
column-divider — [1352, 52, 1353, 2276]
article-paragraph: Kebangoenan Nippon berarti kesedaran Asia seloeroehnja. Kesedaran Asia melenjapkan ganjatan Barat. — [26, 1138, 297, 1185]
article-title: Koeala Kapoeas — [599, 1010, 776, 1034]
article-title: Negara. — [1394, 983, 1482, 1006]
ad-event: Krontjong - Concours laki - laki — [1217, 2174, 1492, 2192]
ad-body — [1363, 590, 1611, 837]
article-paragraph: Begitoelah hendaknja mendapat perhatian dari jang berwadjib. — [1356, 1762, 1618, 1794]
article-body — [300, 52, 565, 1369]
article-body — [1356, 1081, 1618, 1795]
